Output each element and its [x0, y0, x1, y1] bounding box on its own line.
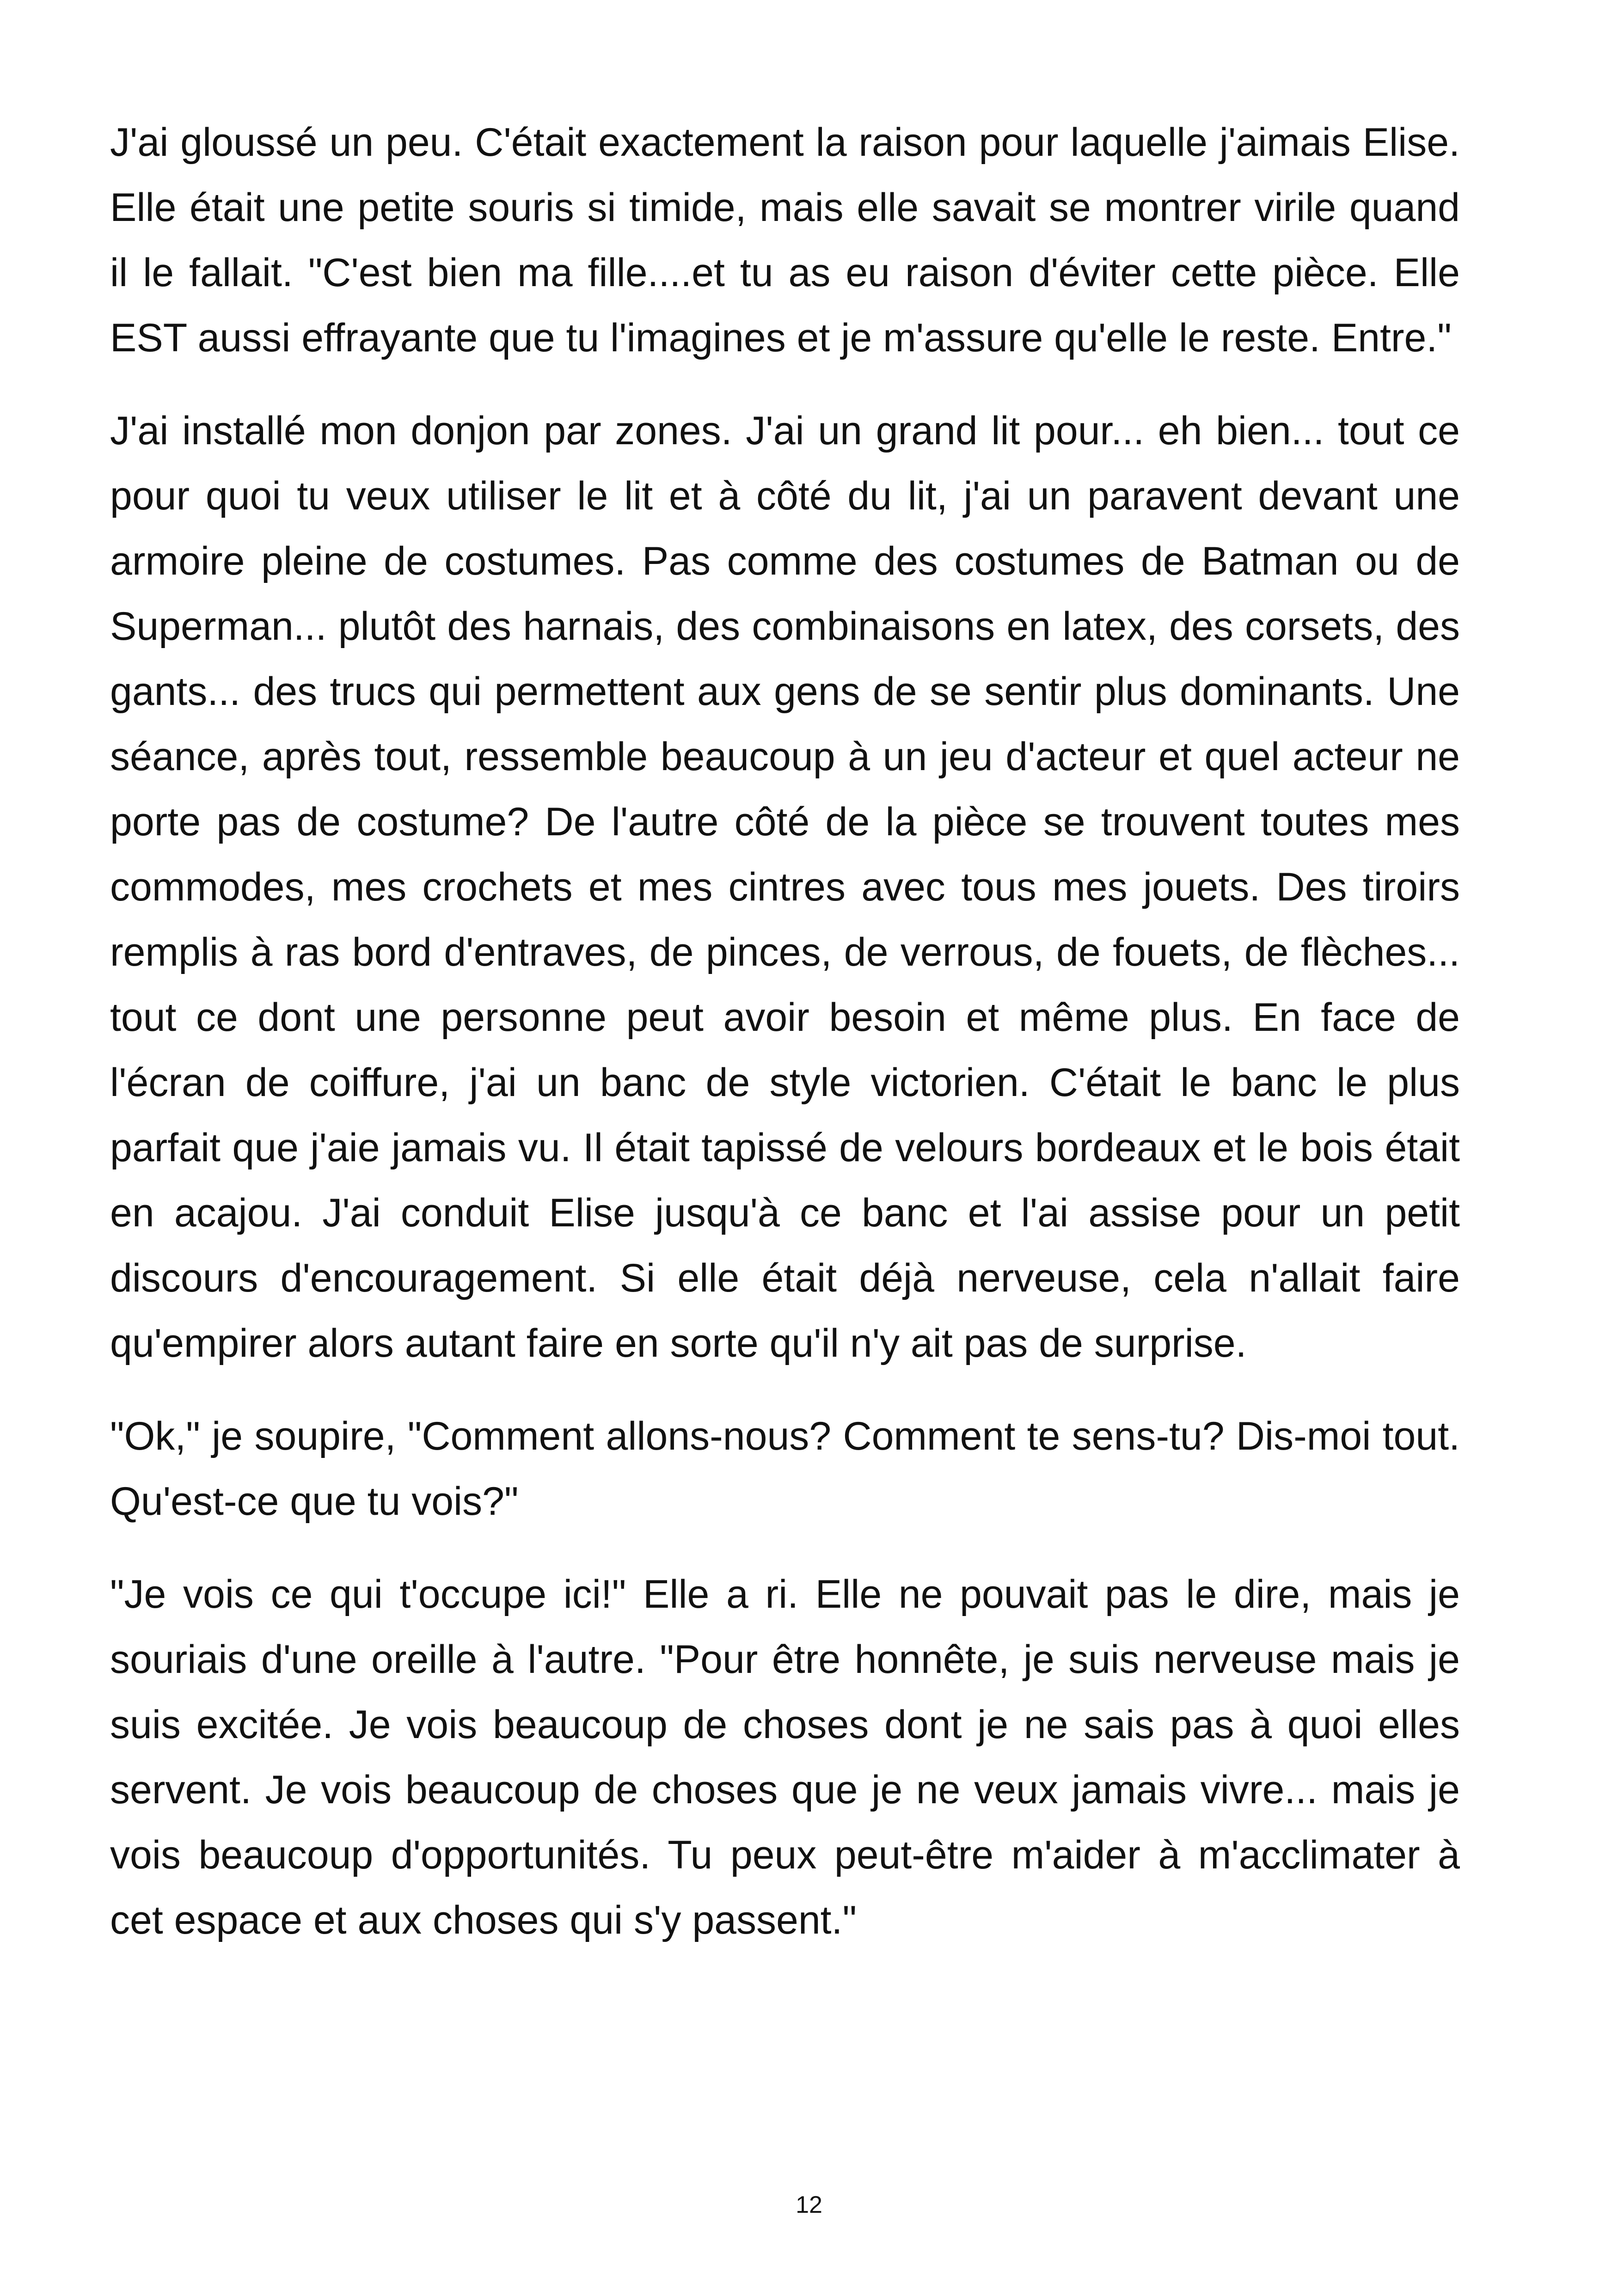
body-text: [110, 110, 1460, 1981]
paragraph-3: "Ok," je soupire, "Comment allons-nous? Comment te sens-tu? Dis-moi tout. Qu'est-ce que tu vois?": [110, 1414, 1460, 1524]
paragraph-1: J'ai gloussé un peu. C'était exactement la raison pour laquelle j'aimais Elise. Elle était une petite souris si timide, mais elle savait se montrer virile quand il le fallait. "C'est bien ma fille....et tu as eu raison d'éviter cette pièce. Elle EST aussi effrayante que tu l'imagines et je m'assure qu'elle le reste. Entre.": [110, 120, 1460, 360]
paragraph-4: "Je vois ce qui t'occupe ici!" Elle a ri. Elle ne pouvait pas le dire, mais je souriais d'une oreille à l'autre. "Pour être honnête, je suis nerveuse mais je suis excitée. Je vois beaucoup de choses dont je ne sais pas à quoi elles servent. Je vois beaucoup de choses que je ne veux jamais vivre... mais je vois beaucoup d'opportunités. Tu peux peut-être m'aider à m'acclimater à cet espace et aux choses qui s'y passent.": [110, 1572, 1460, 1942]
paragraph-2: J'ai installé mon donjon par zones. J'ai un grand lit pour... eh bien... tout ce pour quoi tu veux utiliser le lit et à côté du lit, j'ai un paravent devant une armoire pleine de costumes. Pas comme des costumes de Batman ou de Superman... plutôt des harnais, des combinaisons en latex, des corsets, des gants... des trucs qui permettent aux gens de se sentir plus dominants. Une séance, après tout, ressemble beaucoup à un jeu d'acteur et quel acteur ne porte pas de costume? De l'autre côté de la pièce se trouvent toutes mes commodes, mes crochets et mes cintres avec tous mes jouets. Des tiroirs remplis à ras bord d'entraves, de pinces, de verrous, de fouets, de flèches... tout ce dont une personne peut avoir besoin et même plus. En face de l'écran de coiffure, j'ai un banc de style victorien. C'était le banc le plus parfait que j'aie jamais vu. Il était tapissé de velours bordeaux et le bois était en acajou. J'ai conduit Elise jusqu'à ce banc et l'ai assise pour un petit discours d'encouragement. Si elle était déjà nerveuse, cela n'allait faire qu'empirer alors autant faire en sorte qu'il n'y ait pas de surprise.: [110, 409, 1460, 1365]
page-number: 12: [796, 2192, 822, 2218]
